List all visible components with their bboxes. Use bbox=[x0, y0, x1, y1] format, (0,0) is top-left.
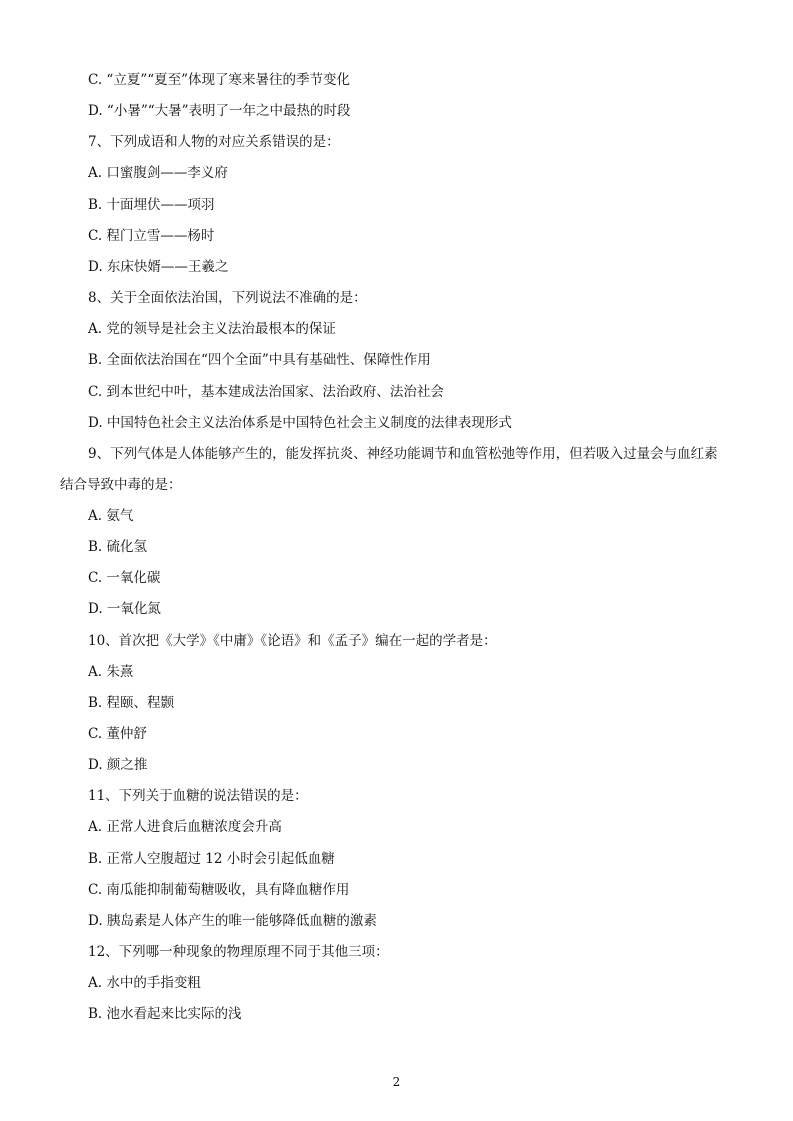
option-d-q7: D. 东床快婿——王羲之 bbox=[88, 259, 229, 275]
option-b-q8: B. 全面依法治国在“四个全面”中具有基础性、保障性作用 bbox=[88, 352, 431, 368]
question-8: 8、关于全面依法治国，下列说法不准确的是： bbox=[88, 290, 367, 306]
option-d-q10: D. 颜之推 bbox=[88, 757, 148, 773]
option-c-q8: C. 到本世纪中叶，基本建成法治国家、法治政府、法治社会 bbox=[88, 384, 444, 400]
question-10: 10、首次把《大学》《中庸》《论语》和《孟子》编在一起的学者是： bbox=[88, 633, 497, 649]
option-c-q11: C. 南瓜能抑制葡萄糖吸收，具有降血糖作用 bbox=[88, 882, 350, 898]
option-d-q9: D. 一氧化氮 bbox=[88, 601, 161, 617]
option-d-q8: D. 中国特色社会主义法治体系是中国特色社会主义制度的法律表现形式 bbox=[88, 415, 512, 431]
option-d-q6: D. “小暑”“大暑”表明了一年之中最热的时段 bbox=[88, 103, 351, 119]
option-a-q8: A. 党的领导是社会主义法治最根本的保证 bbox=[88, 321, 336, 337]
option-a-q11: A. 正常人进食后血糖浓度会升高 bbox=[88, 819, 282, 835]
option-c-q10: C. 董仲舒 bbox=[88, 726, 147, 742]
question-9: 9、下列气体是人体能够产生的，能发挥抗炎、神经功能调节和血管松弛等作用，但若吸入过量会与血红素 bbox=[88, 446, 718, 462]
option-c-q7: C. 程门立雪——杨时 bbox=[88, 228, 215, 244]
option-b-q7: B. 十面埋伏——项羽 bbox=[88, 197, 215, 213]
option-d-q11: D. 胰岛素是人体产生的唯一能够降低血糖的激素 bbox=[88, 913, 377, 929]
question-12: 12、下列哪一种现象的物理原理不同于其他三项： bbox=[88, 944, 389, 960]
option-b-q9: B. 硫化氢 bbox=[88, 539, 148, 555]
option-b-q10: B. 程颐、程颢 bbox=[88, 695, 175, 711]
question-9-continued: 结合导致中毒的是： bbox=[60, 477, 182, 493]
option-c-q6: C. “立夏”“夏至”体现了寒来暑往的季节变化 bbox=[88, 72, 351, 88]
option-a-q10: A. 朱熹 bbox=[88, 664, 134, 680]
page-number: 2 bbox=[392, 1075, 401, 1089]
option-b-q11: B. 正常人空腹超过 12 小时会引起低血糖 bbox=[88, 851, 335, 867]
option-b-q12: B. 池水看起来比实际的浅 bbox=[88, 1006, 242, 1022]
option-a-q9: A. 氨气 bbox=[88, 508, 134, 524]
option-a-q7: A. 口蜜腹剑——李义府 bbox=[88, 165, 228, 181]
option-a-q12: A. 水中的手指变粗 bbox=[88, 975, 201, 991]
question-11: 11、下列关于血糖的说法错误的是： bbox=[88, 788, 308, 804]
question-7: 7、下列成语和人物的对应关系错误的是： bbox=[88, 134, 340, 150]
option-c-q9: C. 一氧化碳 bbox=[88, 570, 161, 586]
